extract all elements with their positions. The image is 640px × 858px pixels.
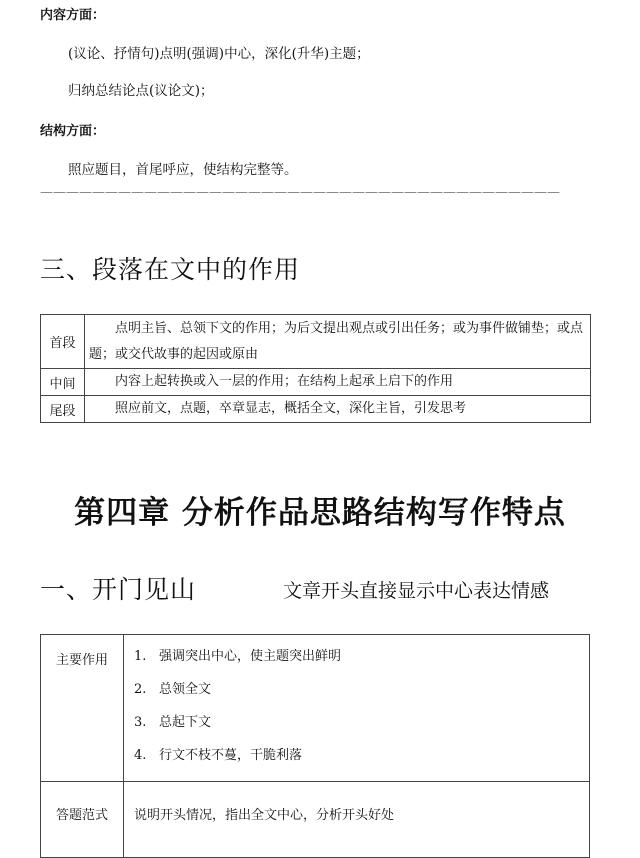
- structure-aspect-label: 结构方面：: [40, 124, 106, 139]
- paragraph-role-table: [40, 314, 591, 423]
- list-item: 2. 总领全文: [134, 682, 212, 697]
- heading-opening: 一、开门见山: [40, 575, 197, 604]
- row-label-answer-template: 答题范式: [41, 782, 124, 858]
- row-text-last-content: 照应前文，点题，卒章显志，概括全文，深化主旨，引发思考: [115, 401, 467, 416]
- main-function-list: [124, 635, 589, 781]
- row-label-last: 尾段: [41, 396, 85, 423]
- table-row: [41, 369, 591, 396]
- answer-template-text: 说明开头情况，指出全文中心，分析开头好处: [124, 782, 590, 858]
- row-label-first: 首段: [41, 315, 85, 369]
- chapter-title: 第四章 分析作品思路结构写作特点: [74, 495, 566, 531]
- dashed-divider: ————————————————————————————————————————: [40, 185, 560, 200]
- structure-aspect-line-1: 照应题目，首尾呼应，使结构完整等。: [68, 162, 298, 178]
- row-text-middle-content: 内容上起转换或入一层的作用；在结构上起承上启下的作用: [115, 374, 454, 389]
- table-row: [41, 315, 591, 369]
- row-text-middle: [85, 369, 591, 396]
- row-label-main-function: 主要作用: [41, 635, 124, 782]
- opening-subtitle: 文章开头直接显示中心表达情感: [283, 580, 550, 602]
- list-item: 3. 总起下文: [134, 715, 212, 730]
- list-item: 4. 行文不枝不蔓，干脆利落: [134, 748, 303, 763]
- row-text-first-content: 点明主旨、总领下文的作用；为后文提出观点或引出任务；或为事件做铺垫；或点题；或交代故事的起因或原由: [89, 320, 584, 362]
- main-function-cell: [124, 635, 590, 782]
- table-row: [41, 396, 591, 423]
- table-row: [41, 635, 590, 782]
- content-aspect-line-1: (议论、抒情句)点明(强调)中心，深化(升华)主题；: [68, 46, 370, 62]
- table-row: [41, 782, 590, 858]
- opening-table: [40, 634, 590, 858]
- row-text-last: [85, 396, 591, 423]
- row-text-first: [85, 315, 591, 369]
- row-label-middle: 中间: [41, 369, 85, 396]
- heading-paragraph-role: 三、段落在文中的作用: [40, 255, 301, 284]
- content-aspect-line-2: 归纳总结论点(议论文)；: [68, 83, 214, 99]
- content-aspect-label: 内容方面：: [40, 8, 106, 23]
- list-item: 1. 强调突出中心，使主题突出鲜明: [134, 649, 342, 664]
